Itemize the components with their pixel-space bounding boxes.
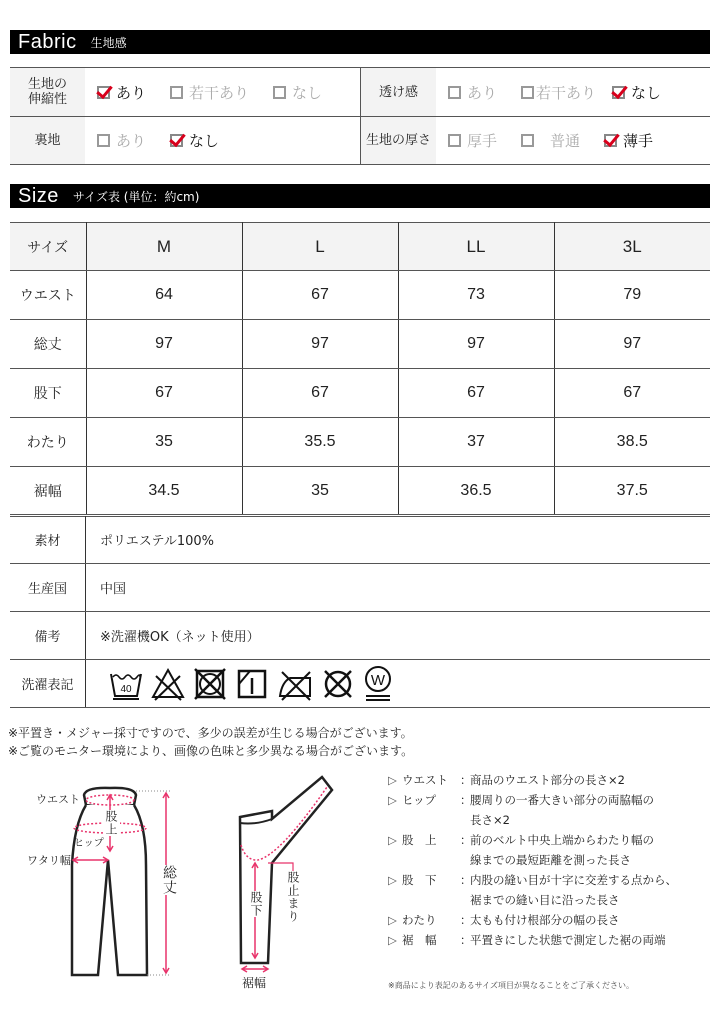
row-label: 総丈 (10, 320, 86, 369)
legend-item (388, 770, 720, 790)
cell: 37.5 (554, 467, 710, 516)
stretch-label-line-2: 伸縮性 (27, 92, 67, 107)
svg-text:40: 40 (120, 683, 132, 695)
size-title: Size (18, 184, 59, 207)
cell: 35 (242, 467, 398, 516)
cell: 67 (86, 369, 242, 418)
product-info (10, 516, 710, 708)
legend-item (388, 830, 720, 850)
checkbox-icon (97, 134, 110, 147)
size-col-l: L (242, 223, 398, 271)
option-text: あり (467, 83, 498, 102)
checkbox-icon (170, 86, 183, 99)
care-label: 洗濯表記 (10, 660, 86, 707)
checkbox-icon (604, 134, 617, 147)
checkbox-icon (448, 134, 461, 147)
legend-desc: 商品のウエスト部分の長さ×2 (470, 773, 625, 787)
care-row (10, 660, 710, 708)
no-bleach-icon (150, 666, 186, 702)
no-tumble-dry-icon (192, 666, 228, 702)
sheerness-field (360, 68, 710, 116)
row-label: 股下 (10, 369, 86, 418)
no-iron-icon (276, 666, 314, 702)
legend-desc: 腰周りの一番大きい部分の両脇幅の (470, 793, 654, 807)
cell: 73 (398, 271, 554, 320)
checkbox-icon (170, 134, 183, 147)
legend-desc: 線までの最短距離を測った長さ (470, 853, 631, 867)
sheer-option-slight (521, 82, 596, 103)
fabric-table (10, 67, 710, 165)
cell: 64 (86, 271, 242, 320)
option-text: なし (631, 83, 662, 102)
legend-item (388, 910, 720, 930)
size-header-row (10, 223, 710, 271)
option-text: 普通 (550, 132, 581, 150)
legend-key: わたり (402, 913, 437, 927)
material-label: 素材 (10, 516, 86, 563)
thickness-label: 生地の厚さ (361, 117, 436, 164)
legend-continuation (388, 850, 720, 870)
cell: 35 (86, 418, 242, 467)
cell: 36.5 (398, 467, 554, 516)
legend-desc: 内股の縫い目が十字に交差する点から、 (470, 873, 677, 887)
material-value: ポリエステル100% (100, 534, 214, 549)
option-text: あり (116, 132, 147, 150)
legend-desc: 平置きにした状態で測定した裾の両端 (470, 933, 666, 947)
stretch-label (10, 68, 85, 116)
notes-row (10, 612, 710, 660)
table-row (10, 467, 710, 516)
side-pants-diagram (200, 765, 380, 995)
size-header-label: サイズ (10, 223, 86, 271)
wash-40-icon (108, 666, 144, 702)
triangle-bullet-icon: ▷ (388, 793, 397, 807)
triangle-bullet-icon: ▷ (388, 913, 397, 927)
cell: 67 (242, 369, 398, 418)
waist-label: ウエスト (36, 793, 80, 806)
checkbox-icon (273, 86, 286, 99)
material-row (10, 516, 710, 564)
cell: 34.5 (86, 467, 242, 516)
legend-sep: ： (460, 833, 472, 847)
cell: 67 (398, 369, 554, 418)
option-text: 若干あり (536, 83, 597, 102)
sheer-option-yes (448, 82, 497, 103)
row-label: 裾幅 (10, 467, 86, 516)
wet-clean-gentle-icon (362, 664, 394, 704)
legend-sep: ： (460, 913, 472, 927)
sheer-option-none (612, 82, 661, 103)
no-dry-clean-icon (320, 666, 356, 702)
stretch-label-line-1: 生地の (27, 77, 67, 92)
cell: 67 (242, 271, 398, 320)
legend-item (388, 870, 720, 890)
legend-key: 股 下 (402, 873, 437, 887)
legend-sep: ： (460, 873, 472, 887)
triangle-bullet-icon: ▷ (388, 773, 397, 787)
thickness-field (360, 117, 710, 164)
thickness-option-normal (521, 130, 580, 151)
lining-label: 裏地 (10, 117, 85, 164)
fabric-subtitle: 生地感 (90, 35, 127, 50)
option-text: 厚手 (467, 132, 498, 150)
triangle-bullet-icon: ▷ (388, 933, 397, 947)
triangle-bullet-icon: ▷ (388, 833, 397, 847)
option-text: あり (116, 83, 147, 102)
care-icons (86, 664, 394, 704)
cell: 67 (554, 369, 710, 418)
fabric-title: Fabric (18, 30, 77, 53)
thickness-option-thin (604, 130, 653, 151)
cell: 38.5 (554, 418, 710, 467)
legend-desc: 裾までの縫い目に沿った長さ (470, 893, 620, 907)
legend-key: 裾 幅 (402, 933, 437, 947)
checkbox-icon (612, 86, 625, 99)
notes-label: 備考 (10, 612, 86, 659)
cell: 97 (86, 320, 242, 369)
legend-continuation (388, 890, 720, 910)
legend-desc: 長さ×2 (470, 813, 510, 827)
legend-desc: 太もも付け根部分の幅の長さ (470, 913, 620, 927)
drip-dry-shade-icon (234, 666, 270, 702)
thickness-option-thick (448, 130, 497, 151)
lining-option-none (170, 130, 219, 151)
length-label: 総丈 (161, 865, 177, 895)
size-col-m: M (86, 223, 242, 271)
legend-sep: ： (460, 793, 472, 807)
footnote: ※商品により表記のあるサイズ項目が異なることをご了承ください。 (388, 981, 635, 990)
legend-key: ウエスト (402, 773, 448, 787)
crotch-label: 股止まり (286, 871, 300, 923)
origin-label: 生産国 (10, 564, 86, 611)
size-section-header (10, 184, 710, 208)
legend-desc: 前のベルト中央上端からわたり幅の (470, 833, 654, 847)
cell: 97 (554, 320, 710, 369)
checkbox-icon (521, 86, 534, 99)
rise-label: 股上 (104, 810, 118, 836)
cell: 35.5 (242, 418, 398, 467)
table-row (10, 418, 710, 467)
size-col-ll: LL (398, 223, 554, 271)
option-text: 若干あり (189, 83, 250, 102)
lining-field (10, 117, 360, 164)
stretch-option-none (273, 82, 322, 103)
notes-value: ※洗濯機OK（ネット使用） (100, 630, 260, 645)
size-col-3l: 3L (554, 223, 710, 271)
triangle-bullet-icon: ▷ (388, 873, 397, 887)
checkbox-icon (521, 134, 534, 147)
cell: 79 (554, 271, 710, 320)
stretch-option-yes (97, 82, 146, 103)
svg-text:W: W (370, 671, 386, 689)
legend-sep: ： (460, 933, 472, 947)
stretch-field (10, 68, 360, 116)
table-row (10, 369, 710, 418)
size-subtitle: サイズ表 (単位：約cm) (72, 189, 200, 204)
option-text: なし (189, 132, 220, 150)
legend-item (388, 930, 720, 950)
option-text: 薄手 (623, 132, 654, 150)
fabric-row-1 (10, 68, 710, 117)
cell: 97 (398, 320, 554, 369)
origin-row (10, 564, 710, 612)
row-label: わたり (10, 418, 86, 467)
origin-value: 中国 (100, 582, 127, 597)
fabric-section-header (10, 30, 710, 54)
legend-sep: ： (460, 773, 472, 787)
cell: 97 (242, 320, 398, 369)
option-text: なし (292, 83, 323, 102)
checkbox-icon (448, 86, 461, 99)
hem-label: 裾幅 (242, 976, 267, 990)
cell: 37 (398, 418, 554, 467)
legend-item (388, 790, 720, 810)
legend-key: ヒップ (402, 793, 437, 807)
legend-continuation (388, 810, 720, 830)
disclaimer-line: ※ご覧のモニター環境により、画像の色味と多少異なる場合がございます。 (8, 744, 414, 758)
disclaimer-line: ※平置き・メジャー採寸ですので、多少の誤差が生じる場合がございます。 (8, 726, 413, 740)
size-table (10, 222, 710, 517)
row-label: ウエスト (10, 271, 86, 320)
sheerness-label: 透け感 (361, 68, 436, 116)
measurement-legend (388, 770, 720, 950)
fabric-row-2 (10, 117, 710, 165)
thigh-label: ワタリ幅 (27, 854, 71, 867)
stretch-option-slight (170, 82, 249, 103)
disclaimers (8, 724, 413, 760)
inseam-label: 股下 (249, 891, 263, 917)
table-row (10, 271, 710, 320)
front-pants-diagram (0, 765, 200, 995)
table-row (10, 320, 710, 369)
legend-key: 股 上 (402, 833, 437, 847)
lining-option-yes (97, 130, 146, 151)
checkbox-icon (97, 86, 110, 99)
hip-label: ヒップ (74, 838, 104, 849)
